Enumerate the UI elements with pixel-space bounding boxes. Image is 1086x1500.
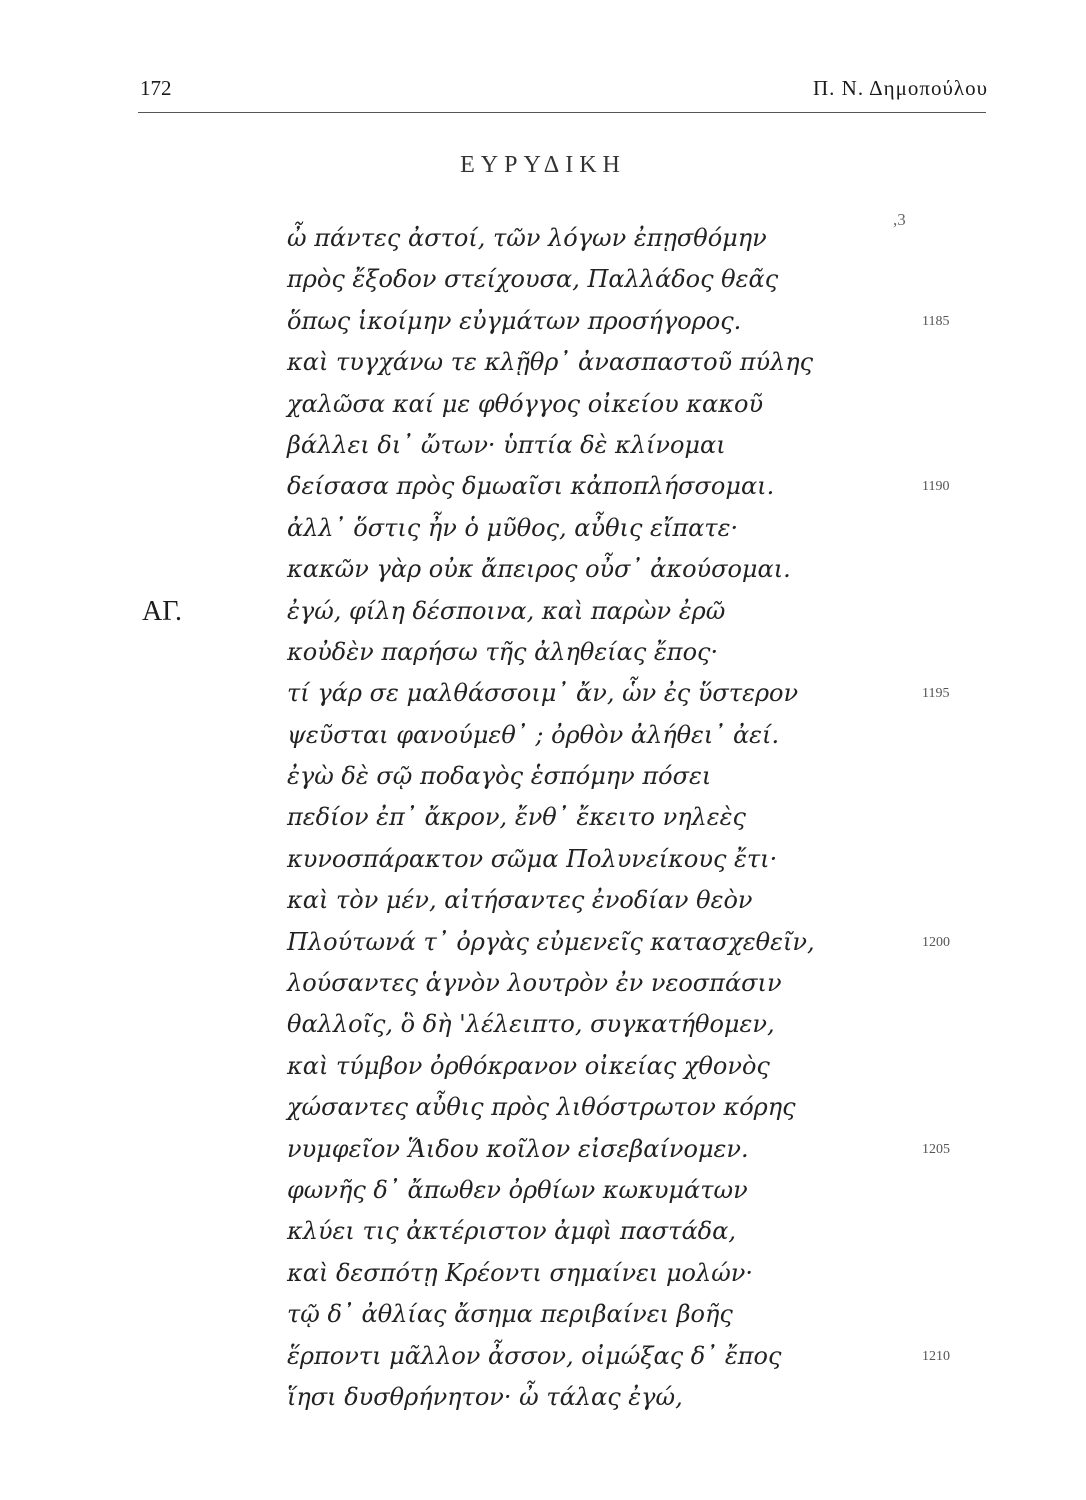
verse-line: [0, 1253, 1086, 1294]
line-number: 1210: [922, 1348, 950, 1364]
verse-text: λούσαντες ἁγνὸν λουτρὸν ἐν νεοσπάσιν: [287, 969, 782, 998]
verse-line: [0, 466, 1086, 507]
verse-text: κυνοσπάρακτον σῶμα Πολυνείκους ἔτι·: [287, 844, 778, 873]
verse-text: ὅπως ἱκοίμην εὐγμάτων προσήγορος.: [287, 306, 742, 335]
verse-text: ὦ πάντες ἀστοί, τῶν λόγων ἐπῃσθόμην: [287, 224, 767, 252]
verse-line: [0, 1211, 1086, 1252]
verse-line: [0, 797, 1086, 838]
verse-text: κλύει τις ἀκτέριστον ἀμφὶ παστάδα,: [287, 1217, 736, 1246]
verse-line: [0, 715, 1086, 756]
verse-text: ἀλλ᾽ ὅστις ἦν ὁ μῦθος, αὖθις εἴπατε·: [287, 513, 739, 542]
verse-line: [0, 1004, 1086, 1045]
verse-text: ἕρποντι μᾶλλον ἆσσον, οἰμώξας δ᾽ ἔπος: [287, 1341, 782, 1370]
verse-line: [0, 425, 1086, 466]
verse-text: Πλούτωνά τ᾽ ὀργὰς εὐμενεῖς κατασχεθεῖν,: [287, 927, 815, 956]
line-number: 1185: [922, 313, 950, 329]
verse-line: [0, 508, 1086, 549]
verse-line: [0, 384, 1086, 425]
verse-text: τῷ δ᾽ ἀθλίας ἄσημα περιβαίνει βοῆς: [287, 1300, 733, 1329]
verse-line: [0, 1129, 1086, 1170]
verse-line: [0, 963, 1086, 1004]
verse-line: [0, 218, 1086, 259]
line-number: 1200: [922, 934, 950, 950]
verse-line: [0, 549, 1086, 590]
verse-line: [0, 342, 1086, 383]
verse-text: ἵησι δυσθρήνητον· ὦ τάλας ἐγώ,: [287, 1382, 683, 1411]
verse-text: καὶ δεσπότῃ Κρέοντι σημαίνει μολών·: [287, 1258, 754, 1287]
verse-text: κακῶν γὰρ οὐκ ἄπειρος οὖσ᾽ ἀκούσομαι.: [287, 555, 791, 584]
verse-text: φωνῆς δ᾽ ἄπωθεν ὀρθίων κωκυμάτων: [287, 1175, 748, 1204]
verse-text: ἐγὼ δὲ σῷ ποδαγὸς ἑσπόμην πόσει: [287, 762, 712, 791]
verse-text: νυμφεῖον Ἅιδου κοῖλον εἰσεβαίνομεν.: [287, 1134, 749, 1163]
verse-line: [0, 1294, 1086, 1335]
verse-text: τί γάρ σε μαλθάσσοιμ᾽ ἄν, ὧν ἐς ὕστερον: [287, 679, 799, 708]
verse-text: καὶ τύμβον ὀρθόκρανον οἰκείας χθονὸς: [287, 1051, 770, 1080]
verse-line: [0, 1170, 1086, 1211]
verse-line: [0, 673, 1086, 714]
verse-text: ἐγώ, φίλη δέσποινα, καὶ παρὼν ἐρῶ: [287, 596, 726, 625]
verse-text: χώσαντες αὖθις πρὸς λιθόστρωτον κόρης: [287, 1093, 796, 1122]
speaker-heading: ΕΥΡΥΔΙΚΗ: [460, 152, 626, 178]
line-number: 1195: [922, 686, 950, 702]
verse-line: [0, 1377, 1086, 1418]
verse-text: καὶ τὸν μέν, αἰτήσαντες ἐνοδίαν θεὸν: [287, 886, 753, 915]
verse-line: [0, 301, 1086, 342]
line-number: 1205: [922, 1141, 950, 1157]
verse-line: [0, 632, 1086, 673]
verse-line: [0, 591, 1086, 632]
running-head: Π. Ν. Δημοπούλου: [813, 76, 988, 100]
verse-block: [0, 210, 1086, 1418]
verse-text: πρὸς ἔξοδον στείχουσα, Παλλάδος θεᾶς: [287, 265, 779, 294]
verse-line: [0, 922, 1086, 963]
verse-line: [0, 1087, 1086, 1128]
verse-text: κοὐδὲν παρήσω τῆς ἀληθείας ἔπος·: [287, 637, 719, 666]
header-rule: [138, 112, 986, 113]
verse-text: ψεῦσται φανούμεθ᾽ ; ὀρθὸν ἀλήθει᾽ ἀεί.: [287, 720, 780, 749]
page-number: 172: [140, 76, 172, 100]
verse-text: χαλῶσα καί με φθόγγος οἰκείου κακοῦ: [287, 389, 764, 418]
verse-line: [0, 756, 1086, 797]
verse-text: καὶ τυγχάνω τε κλῇθρ᾽ ἀνασπαστοῦ πύλης: [287, 348, 814, 377]
verse-text: δείσασα πρὸς δμωαῖσι κἀποπλήσσομαι.: [287, 472, 775, 501]
verse-text: θαλλοῖς, ὃ δὴ 'λέλειπτο, συγκατήθομεν,: [287, 1010, 775, 1039]
verse-line: [0, 1336, 1086, 1377]
verse-line: [0, 259, 1086, 300]
margin-mark: ,3: [893, 210, 906, 229]
verse-line: [0, 839, 1086, 880]
verse-text: πεδίον ἐπ᾽ ἄκρον, ἔνθ᾽ ἔκειτο νηλεὲς: [287, 803, 746, 832]
verse-line: [0, 1046, 1086, 1087]
verse-text: βάλλει δι᾽ ὤτων· ὑπτία δὲ κλίνομαι: [287, 430, 726, 459]
speaker-label: ΑΓ.: [142, 595, 183, 627]
verse-line: [0, 880, 1086, 921]
line-number: 1190: [922, 479, 950, 495]
